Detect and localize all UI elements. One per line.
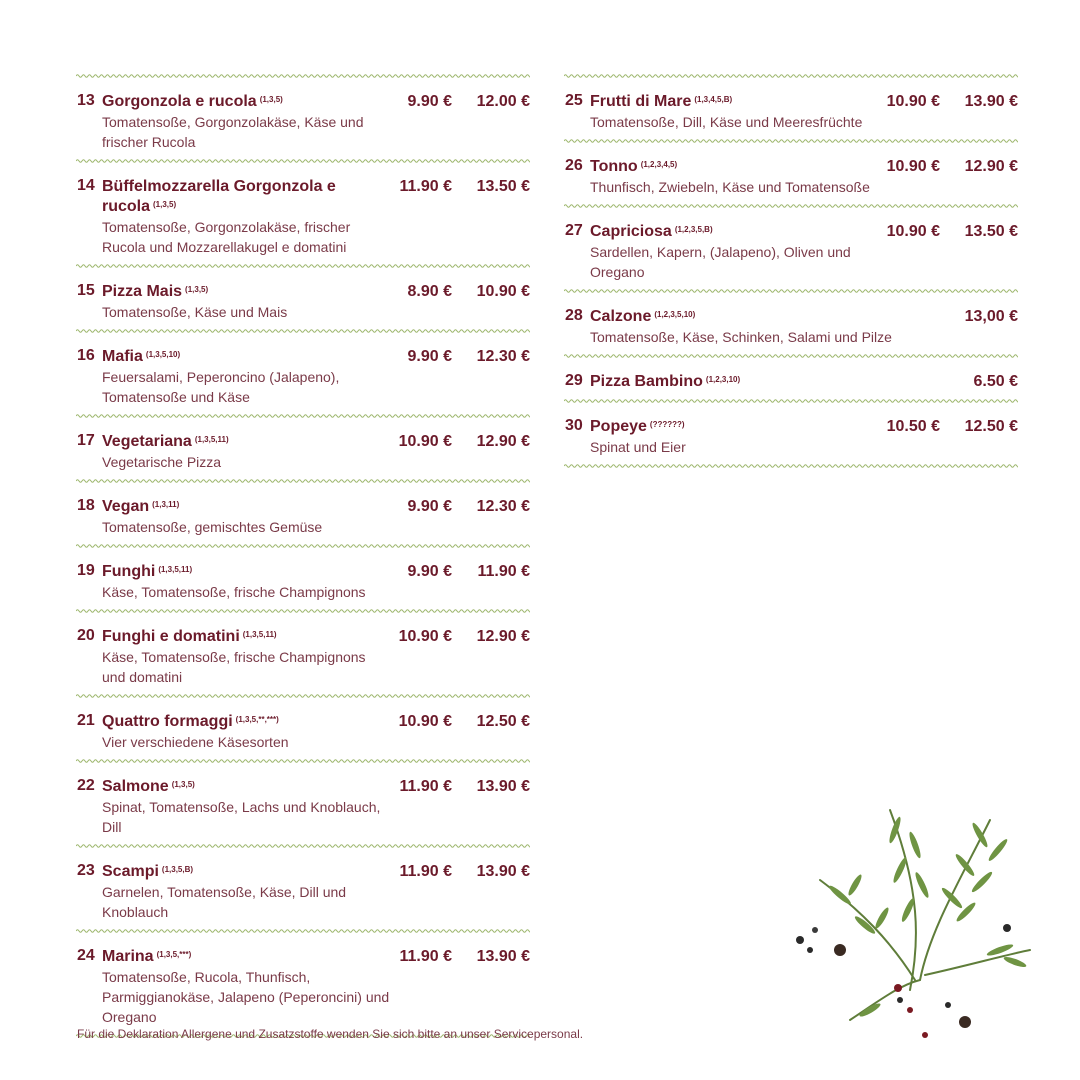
item-name-line xyxy=(102,177,387,217)
price-small: 11.90 € xyxy=(399,948,452,965)
item-name-line xyxy=(102,92,387,112)
menu-item xyxy=(76,165,530,262)
menu-column-left xyxy=(76,72,530,1040)
wavy-divider xyxy=(564,72,1018,80)
item-name-line xyxy=(102,777,387,797)
item-allergens: (1,3,5,11) xyxy=(194,435,229,444)
wavy-divider xyxy=(76,262,530,270)
wavy-divider xyxy=(564,202,1018,210)
item-description: Tomatensoße, gemischtes Gemüse xyxy=(102,519,323,535)
price-large: 13.50 € xyxy=(964,223,1018,240)
item-allergens: (1,3,5,B) xyxy=(161,865,194,874)
wavy-divider xyxy=(76,757,530,765)
item-description: Garnelen, Tomatensoße, Käse, Dill und Knoblauch xyxy=(102,884,347,920)
item-description: Käse, Tomatensoße, frische Champignons xyxy=(102,584,366,600)
price-large: 11.90 € xyxy=(477,563,530,580)
item-number: 30 xyxy=(565,417,583,434)
item-name-line xyxy=(102,347,387,367)
item-number: 21 xyxy=(77,712,95,729)
item-allergens: (1,3,5) xyxy=(153,200,177,209)
item-allergens: (1,3,5) xyxy=(171,780,195,789)
wavy-divider xyxy=(564,462,1018,470)
menu-item xyxy=(564,80,1018,137)
price-small: 10.90 € xyxy=(886,93,940,110)
wavy-divider xyxy=(76,542,530,550)
price-small: 8.90 € xyxy=(407,283,452,300)
price-small: 9.90 € xyxy=(407,93,452,110)
price-small: 11.90 € xyxy=(399,778,452,795)
item-allergens: (1,3,5,**,***) xyxy=(235,715,279,724)
item-description: Vier verschiedene Käsesorten xyxy=(102,734,289,750)
item-name-line xyxy=(590,417,875,437)
wavy-divider xyxy=(76,842,530,850)
item-number: 24 xyxy=(77,947,95,964)
menu-item xyxy=(564,405,1018,462)
item-name: Scampi xyxy=(102,863,159,880)
item-name: Gorgonzola e rucola xyxy=(102,93,257,110)
item-name-line xyxy=(102,562,387,582)
price-small: 9.90 € xyxy=(407,563,452,580)
item-description: Spinat und Eier xyxy=(590,439,686,455)
item-name-line xyxy=(102,432,387,452)
item-name-line xyxy=(590,157,875,177)
wavy-divider xyxy=(76,692,530,700)
menu-item xyxy=(76,270,530,327)
item-name-line xyxy=(590,372,875,392)
item-name: Büffelmozzarella Gorgonzola e rucola xyxy=(102,178,336,215)
item-number: 28 xyxy=(565,307,583,324)
item-allergens: (1,3,11) xyxy=(152,500,180,509)
item-number: 29 xyxy=(565,372,583,389)
wavy-divider xyxy=(564,352,1018,360)
item-description: Käse, Tomatensoße, frische Champignons und domatini xyxy=(102,649,366,685)
item-number: 19 xyxy=(77,562,95,579)
item-description: Spinat, Tomatensoße, Lachs und Knoblauch, Dill xyxy=(102,799,381,835)
wavy-divider xyxy=(76,412,530,420)
menu-item xyxy=(564,210,1018,287)
item-allergens: (1,3,5,***) xyxy=(156,950,192,959)
wavy-divider xyxy=(76,477,530,485)
item-number: 14 xyxy=(77,177,95,194)
menu-item xyxy=(76,80,530,157)
price-large: 12.90 € xyxy=(476,628,530,645)
item-name: Marina xyxy=(102,948,154,965)
item-name: Mafia xyxy=(102,348,143,365)
item-number: 18 xyxy=(77,497,95,514)
item-description: Feuersalami, Peperoncino (Jalapeno), Tomatensoße und Käse xyxy=(102,369,340,405)
price-small: 10.90 € xyxy=(398,628,452,645)
price-large: 13.90 € xyxy=(476,778,530,795)
item-description: Tomatensoße, Dill, Käse und Meeresfrüchte xyxy=(590,114,863,130)
item-description: Tomatensoße, Käse, Schinken, Salami und Pilze xyxy=(590,329,892,345)
wavy-divider xyxy=(564,397,1018,405)
wavy-divider xyxy=(564,287,1018,295)
price-large: 13.90 € xyxy=(476,948,530,965)
price-small: 10.90 € xyxy=(886,158,940,175)
item-allergens: (??????) xyxy=(649,420,685,429)
item-number: 23 xyxy=(77,862,95,879)
price-large: 12.30 € xyxy=(476,348,530,365)
item-description: Vegetarische Pizza xyxy=(102,454,222,470)
price-small: 9.90 € xyxy=(407,348,452,365)
item-number: 15 xyxy=(77,282,95,299)
menu-item xyxy=(564,360,1018,397)
item-allergens: (1,2,3,4,5) xyxy=(640,160,678,169)
item-number: 20 xyxy=(77,627,95,644)
price-large: 12.50 € xyxy=(964,418,1018,435)
price-small: 10.90 € xyxy=(398,433,452,450)
item-allergens: (1,3,4,5,B) xyxy=(694,95,733,104)
price-large: 13,00 € xyxy=(964,308,1018,325)
item-number: 27 xyxy=(565,222,583,239)
item-name: Capriciosa xyxy=(590,223,672,240)
price-small: 10.50 € xyxy=(886,418,940,435)
wavy-divider xyxy=(76,72,530,80)
menu-item xyxy=(564,295,1018,352)
price-large: 12.50 € xyxy=(476,713,530,730)
item-name: Pizza Bambino xyxy=(590,373,703,390)
item-name-line xyxy=(590,222,875,242)
item-name: Popeye xyxy=(590,418,647,435)
price-small: 9.90 € xyxy=(407,498,452,515)
item-allergens: (1,2,3,5,B) xyxy=(674,225,713,234)
item-name: Frutti di Mare xyxy=(590,93,692,110)
menu-item xyxy=(76,615,530,692)
item-name: Funghi e domatini xyxy=(102,628,240,645)
item-description: Tomatensoße, Rucola, Thunfisch, Parmiggianokäse, Jalapeno (Peperoncini) und Oregano xyxy=(102,969,390,1025)
wavy-divider xyxy=(76,927,530,935)
price-small: 11.90 € xyxy=(399,863,452,880)
price-large: 12.00 € xyxy=(476,93,530,110)
item-number: 17 xyxy=(77,432,95,449)
item-name: Salmone xyxy=(102,778,169,795)
price-large: 12.30 € xyxy=(476,498,530,515)
menu-item xyxy=(76,335,530,412)
item-name: Vegetariana xyxy=(102,433,192,450)
item-description: Thunfisch, Zwiebeln, Käse und Tomatensoße xyxy=(590,179,870,195)
menu-column-right xyxy=(564,72,1018,470)
item-name-line xyxy=(102,627,387,647)
wavy-divider xyxy=(76,607,530,615)
item-name-line xyxy=(102,712,387,732)
menu-item xyxy=(76,765,530,842)
wavy-divider xyxy=(76,327,530,335)
price-small: 10.90 € xyxy=(398,713,452,730)
item-allergens: (1,3,5,10) xyxy=(145,350,181,359)
item-name-line xyxy=(102,282,387,302)
item-allergens: (1,2,3,10) xyxy=(705,375,741,384)
price-large: 13.50 € xyxy=(476,178,530,195)
price-large: 12.90 € xyxy=(964,158,1018,175)
item-name: Quattro formaggi xyxy=(102,713,233,730)
menu-item xyxy=(76,485,530,542)
item-number: 22 xyxy=(77,777,95,794)
item-name: Funghi xyxy=(102,563,156,580)
wavy-divider xyxy=(564,137,1018,145)
price-large: 13.90 € xyxy=(476,863,530,880)
price-large: 12.90 € xyxy=(476,433,530,450)
price-large: 13.90 € xyxy=(964,93,1018,110)
allergen-footer-note: Für die Deklaration Allergene und Zusatzstoffe wenden Sie sich bitte an unser Servicepersonal. xyxy=(77,1027,584,1041)
item-allergens: (1,3,5) xyxy=(185,285,209,294)
item-description: Tomatensoße, Gorgonzolakäse, Käse und frischer Rucola xyxy=(102,114,364,150)
price-small: 10.90 € xyxy=(886,223,940,240)
item-number: 26 xyxy=(565,157,583,174)
rosemary-icon xyxy=(770,790,1050,1060)
item-description: Sardellen, Kapern, (Jalapeno), Oliven und Oregano xyxy=(590,244,851,280)
menu-item xyxy=(564,145,1018,202)
item-name: Vegan xyxy=(102,498,150,515)
item-name-line xyxy=(102,497,387,517)
wavy-divider xyxy=(76,157,530,165)
item-allergens: (1,3,5,11) xyxy=(158,565,193,574)
item-number: 13 xyxy=(77,92,95,109)
item-description: Tomatensoße, Käse und Mais xyxy=(102,304,288,320)
price-small: 11.90 € xyxy=(399,178,452,195)
item-description: Tomatensoße, Gorgonzolakäse, frischer Rucola und Mozzarellakugel e domatini xyxy=(102,219,351,255)
item-name-line xyxy=(590,92,875,112)
item-name: Tonno xyxy=(590,158,638,175)
price-large: 10.90 € xyxy=(476,283,530,300)
menu-item xyxy=(76,850,530,927)
item-name-line xyxy=(102,862,387,882)
item-name: Pizza Mais xyxy=(102,283,183,300)
item-name-line xyxy=(102,947,387,967)
menu-item xyxy=(76,700,530,757)
item-allergens: (1,2,3,5,10) xyxy=(654,310,696,319)
item-name: Calzone xyxy=(590,308,652,325)
item-name-line xyxy=(590,307,875,327)
item-allergens: (1,3,5,11) xyxy=(242,630,277,639)
menu-item xyxy=(76,420,530,477)
menu-item xyxy=(76,935,530,1032)
menu-item xyxy=(76,550,530,607)
item-number: 16 xyxy=(77,347,95,364)
price-large: 6.50 € xyxy=(973,373,1018,390)
item-allergens: (1,3,5) xyxy=(259,95,283,104)
item-number: 25 xyxy=(565,92,583,109)
